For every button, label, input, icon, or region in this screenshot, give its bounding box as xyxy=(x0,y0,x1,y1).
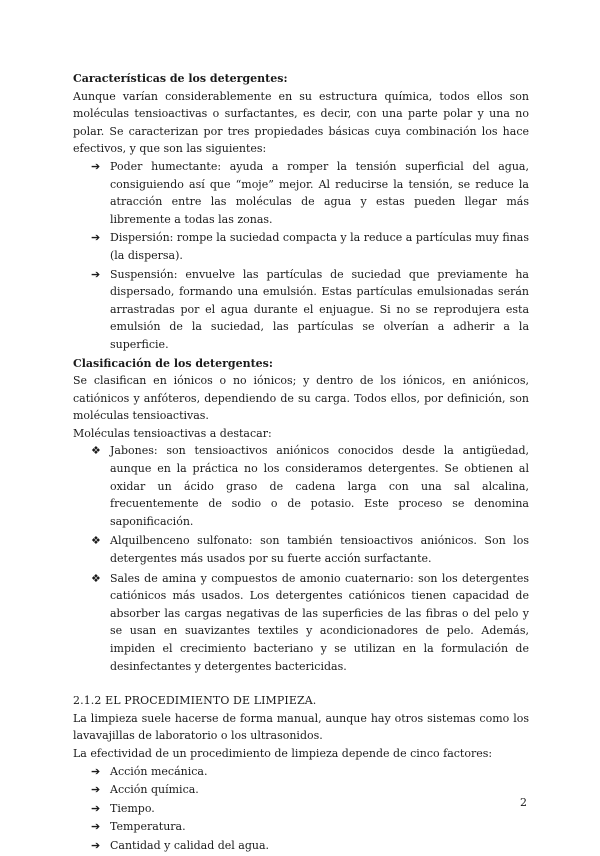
list-item xyxy=(73,800,529,818)
list-item xyxy=(73,532,529,567)
classification-intro: Se clasifican en iónicos o no iónicos; y dentro de los iónicos, en aniónicos, catiónicos y anfóteros, dependiendo de su carga. Todos ellos, por definición, son moléculas tensioactivas. xyxy=(73,374,529,423)
classification-sub-intro: Moléculas tensioactivas a destacar: xyxy=(73,426,272,440)
factors-list xyxy=(73,763,529,855)
arrow-bullet-icon: ➔ xyxy=(91,231,101,245)
list-item xyxy=(73,229,529,264)
page-number: 2 xyxy=(520,796,527,809)
arrow-bullet-icon: ➔ xyxy=(91,783,101,797)
list-item-text: Acción química. xyxy=(110,783,199,797)
procedure-intro: La limpieza suele hacerse de forma manual, aunque hay otros sistemas como los lavavajillas de laboratorio o los ultrasonidos. xyxy=(73,711,529,743)
list-item xyxy=(73,763,529,781)
list-item xyxy=(73,266,529,354)
arrow-bullet-icon: ➔ xyxy=(91,801,101,815)
arrow-bullet-icon: ➔ xyxy=(91,159,101,173)
list-item-text: Temperatura. xyxy=(110,820,186,834)
properties-list xyxy=(73,158,529,354)
characteristics-intro: Aunque varían considerablemente en su estructura química, todos ellos son moléculas tensioactivas o surfactantes, es decir, con una parte polar y una no polar. Se caracterizan por tres propiedades básicas cuya combinación los hace efectivos, y que son las siguientes: xyxy=(73,89,529,156)
list-item xyxy=(73,818,529,836)
arrow-bullet-icon: ➔ xyxy=(91,838,101,852)
procedure-section-title: 2.1.2 EL PROCEDIMIENTO DE LIMPIEZA. xyxy=(73,694,317,708)
list-item-text: Suspensión: envuelve las partículas de suciedad que previamente ha dispersado, formando una emulsión. Estas partículas emulsionadas serán arrastradas por el agua durante el enjuague. Si no se reprodujera esta emulsión de la suciedad, las partículas se olverían a adherir a la superficie. xyxy=(110,267,529,351)
arrow-bullet-icon: ➔ xyxy=(91,267,101,281)
list-item-text: Tiempo. xyxy=(110,801,155,815)
diamond-bullet-icon: ❖ xyxy=(91,534,101,548)
document-page xyxy=(73,70,529,856)
diamond-bullet-icon: ❖ xyxy=(91,444,101,458)
list-item-text: Jabones: son tensioactivos aniónicos conocidos desde la antigüedad, aunque en la práctica no los consideramos detergentes. Se obtienen al oxidar un ácido graso de cadena larga con una sal alcalina, frecuentemente de sodio o de potasio. Este proceso se denomina saponificación. xyxy=(110,444,529,528)
list-item-text: Alquilbenceno sulfonato: son también tensioactivos aniónicos. Son los detergentes más usados por su fuerte acción surfactante. xyxy=(110,534,529,566)
list-item xyxy=(73,837,529,855)
list-item xyxy=(73,158,529,228)
arrow-bullet-icon: ➔ xyxy=(91,820,101,834)
list-item xyxy=(73,442,529,530)
diamond-bullet-icon: ❖ xyxy=(91,571,101,585)
list-item xyxy=(73,570,529,676)
classification-heading: Clasificación de los detergentes: xyxy=(73,356,273,370)
list-item-text: Cantidad y calidad del agua. xyxy=(110,838,270,852)
list-item-text: Dispersión: rompe la suciedad compacta y la reduce a partículas muy finas (la dispersa). xyxy=(110,231,529,262)
list-item-text: Poder humectante: ayuda a romper la tensión superficial del agua, consiguiendo así que “moje” mejor. Al reducirse la tensión, se reduce la atracción entre las moléculas de agua y estas pueden llegar más libremente a todas las zonas. xyxy=(110,159,529,226)
surfactants-list xyxy=(73,442,529,675)
list-item-text: Sales de amina y compuestos de amonio cuaternario: son los detergentes catiónicos más usados. Los detergentes catiónicos tienen capacidad de absorber las cargas negativas de las superficies de las fibras o del pelo y se usan en suavizantes textiles y acondicionadores de pelo. Además, impiden el crecimiento bacteriano y se utilizan en la formulación de desinfectantes y detergentes bactericidas. xyxy=(110,571,529,673)
list-item-text: Acción mecánica. xyxy=(110,764,208,778)
characteristics-heading: Características de los detergentes: xyxy=(73,72,288,85)
list-item xyxy=(73,781,529,799)
arrow-bullet-icon: ➔ xyxy=(91,764,101,778)
procedure-factors-intro: La efectividad de un procedimiento de limpieza depende de cinco factores: xyxy=(73,746,493,760)
